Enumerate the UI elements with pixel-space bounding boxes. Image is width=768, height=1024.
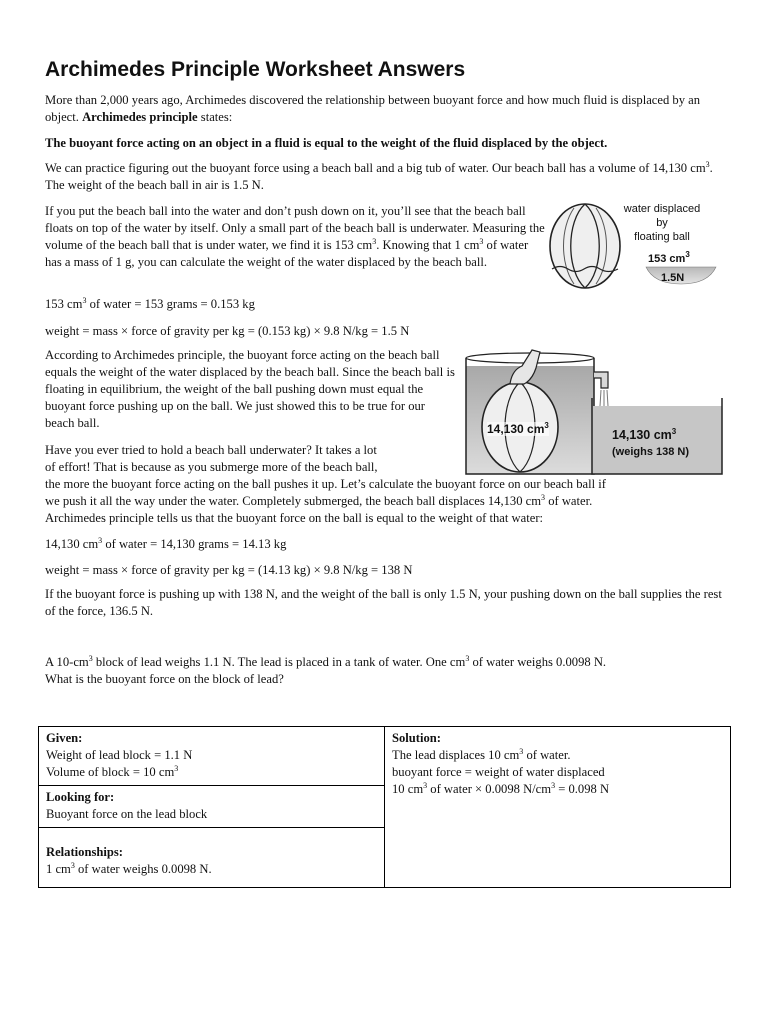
looking-for-label: Looking for: — [46, 790, 115, 804]
given-line — [46, 764, 377, 781]
hold-text-2: of water. — [545, 494, 593, 508]
hold-line-4 — [45, 493, 592, 510]
intro-bold: Archimedes principle — [82, 110, 198, 124]
hold-line-5: Archimedes principle tells us that the buoyant force on the ball is equal to the weight of that water: — [45, 511, 544, 525]
equation-mass-submerged — [45, 536, 286, 553]
practice-text: We can practice figuring out the buoyant force using a beach ball and a big tub of water. Our beach ball has a volume of 14,130 cm — [45, 161, 706, 175]
floating-weight-label: 1.5N — [661, 272, 685, 284]
sup: 3 — [541, 493, 546, 502]
given-text: Volume of block = 10 cm — [46, 765, 175, 779]
page-title: Archimedes Principle Worksheet Answers — [45, 58, 466, 81]
according-paragraph: According to Archimedes principle, the buoyant force acting on the beach ball equals the weight of the water displaced by the beach ball. Since the beach ball is floating in equilibrium, the weight of the ball pushing down must equal the buoyant force pushing up on the ball. We just showed this to be true for our beach ball. — [45, 348, 455, 430]
eq-text-2: of water = 14,130 grams = 14.13 kg — [102, 537, 287, 551]
tank-volume-label — [612, 428, 676, 442]
floating-text-2: . Knowing that 1 cm — [376, 238, 480, 252]
eq-text: 14,130 cm — [45, 537, 99, 551]
caption-line: water displaced — [623, 203, 701, 215]
caption-line: floating ball — [634, 231, 690, 243]
hold-line-2: of effort! That is because as you submerge more of the beach ball, — [45, 460, 378, 474]
sup: 3 — [88, 654, 93, 663]
sup: 3 — [705, 160, 710, 169]
equation-weight-submerged: weight = mass × force of gravity per kg = (14.13 kg) × 9.8 N/kg = 138 N — [45, 563, 413, 577]
sup: 3 — [551, 781, 556, 790]
problem-statement — [45, 654, 735, 688]
sup: 3 — [70, 861, 75, 870]
sup: 3 — [671, 427, 677, 436]
hold-line-1: Have you ever tried to hold a beach ball underwater? It takes a lot — [45, 443, 377, 457]
given-label: Given: — [46, 731, 83, 745]
principle-statement: The buoyant force acting on an object in a fluid is equal to the weight of the fluid displaced by the object. — [45, 136, 608, 150]
problem-question: What is the buoyant force on the block of lead? — [45, 672, 284, 686]
relationships-line — [46, 861, 377, 878]
answer-table — [38, 726, 731, 888]
sup: 3 — [174, 764, 179, 773]
solution-text-3: = 0.098 N — [555, 782, 610, 796]
problem-text-3: of water weighs 0.0098 N. — [469, 655, 607, 669]
sup: 3 — [519, 747, 524, 756]
eq-text-2: of water = 153 grams = 0.153 kg — [86, 297, 255, 311]
sup: 3 — [544, 421, 549, 430]
tank-volume-value: 14,130 cm — [612, 428, 672, 442]
relationships-text: 1 cm — [46, 862, 71, 876]
floating-paragraph — [45, 203, 545, 271]
practice-paragraph — [45, 160, 715, 194]
solution-text: The lead displaces 10 cm — [392, 748, 520, 762]
floating-text: If you put the beach ball into the water and don’t push down on it, you’ll see that the beach ball floats on top of the water by itself. Only a small part of the beach ball is underwater. Measuring the volume of the beach ball that is under water, we find it is 153 cm — [45, 204, 545, 252]
sup: 3 — [465, 654, 470, 663]
solution-text-2: of water. — [523, 748, 571, 762]
solution-label: Solution: — [392, 731, 441, 745]
sup: 3 — [423, 781, 428, 790]
submerged-ball-figure — [458, 340, 728, 482]
volume-value: 153 cm — [648, 253, 686, 265]
solution-line — [392, 747, 723, 764]
equation-mass-floating — [45, 296, 255, 313]
solution-cell — [385, 727, 731, 888]
problem-text-2: block of lead weighs 1.1 N. The lead is placed in a tank of water. One cm — [92, 655, 466, 669]
problem-text: A 10-cm — [45, 655, 89, 669]
eq-text: 153 cm — [45, 297, 83, 311]
ball-volume-label — [487, 422, 549, 436]
sup: 3 — [98, 536, 103, 545]
hold-line-3: the more the buoyant force acting on the ball pushes it up. Let’s calculate the buoyant force on our beach ball if — [45, 477, 606, 491]
solution-line — [392, 781, 723, 798]
tank-weight-label: (weighs 138 N) — [612, 446, 690, 458]
equation-weight-floating: weight = mass × force of gravity per kg = (0.153 kg) × 9.8 N/kg = 1.5 N — [45, 324, 410, 338]
sup: 3 — [685, 250, 690, 259]
floating-figure-caption — [608, 202, 716, 244]
floating-text-3: of water has a mass of 1 g, you can calculate the weight of the water displaced by the beach ball. — [45, 238, 529, 269]
sup: 3 — [82, 296, 87, 305]
ball-volume-value: 14,130 cm — [487, 422, 545, 436]
relationships-text-2: of water weighs 0.0098 N. — [74, 862, 212, 876]
solution-text: 10 cm — [392, 782, 424, 796]
push-paragraph: If the buoyant force is pushing up with 138 N, and the weight of the ball is only 1.5 N, your pushing down on the ball supplies the rest of the force, 136.5 N. — [45, 587, 722, 618]
looking-for-line: Buoyant force on the lead block — [46, 807, 208, 821]
practice-end: . The weight of the beach ball in air is 1.5 N. — [45, 161, 713, 192]
hold-text: we push it all the way under the water. Completely submerged, the beach ball displaces 14,130 cm — [45, 494, 542, 508]
spout-icon — [594, 372, 608, 388]
relationships-label: Relationships: — [46, 845, 123, 859]
sup: 3 — [372, 237, 377, 246]
relationships-cell — [39, 828, 385, 888]
solution-line: buoyant force = weight of water displaced — [392, 765, 605, 779]
intro-paragraph — [45, 92, 725, 126]
sup: 3 — [479, 237, 484, 246]
looking-for-cell — [39, 786, 385, 828]
given-line: Weight of lead block = 1.1 N — [46, 748, 193, 762]
floating-volume-label — [648, 250, 690, 265]
caption-line: by — [656, 217, 668, 229]
solution-text-2: of water × 0.0098 N/cm — [427, 782, 552, 796]
intro-text: More than 2,000 years ago, Archimedes discovered the relationship between buoyant force and how much fluid is displaced by an object. — [45, 93, 701, 124]
given-cell — [39, 727, 385, 786]
intro-end: states: — [197, 110, 233, 124]
